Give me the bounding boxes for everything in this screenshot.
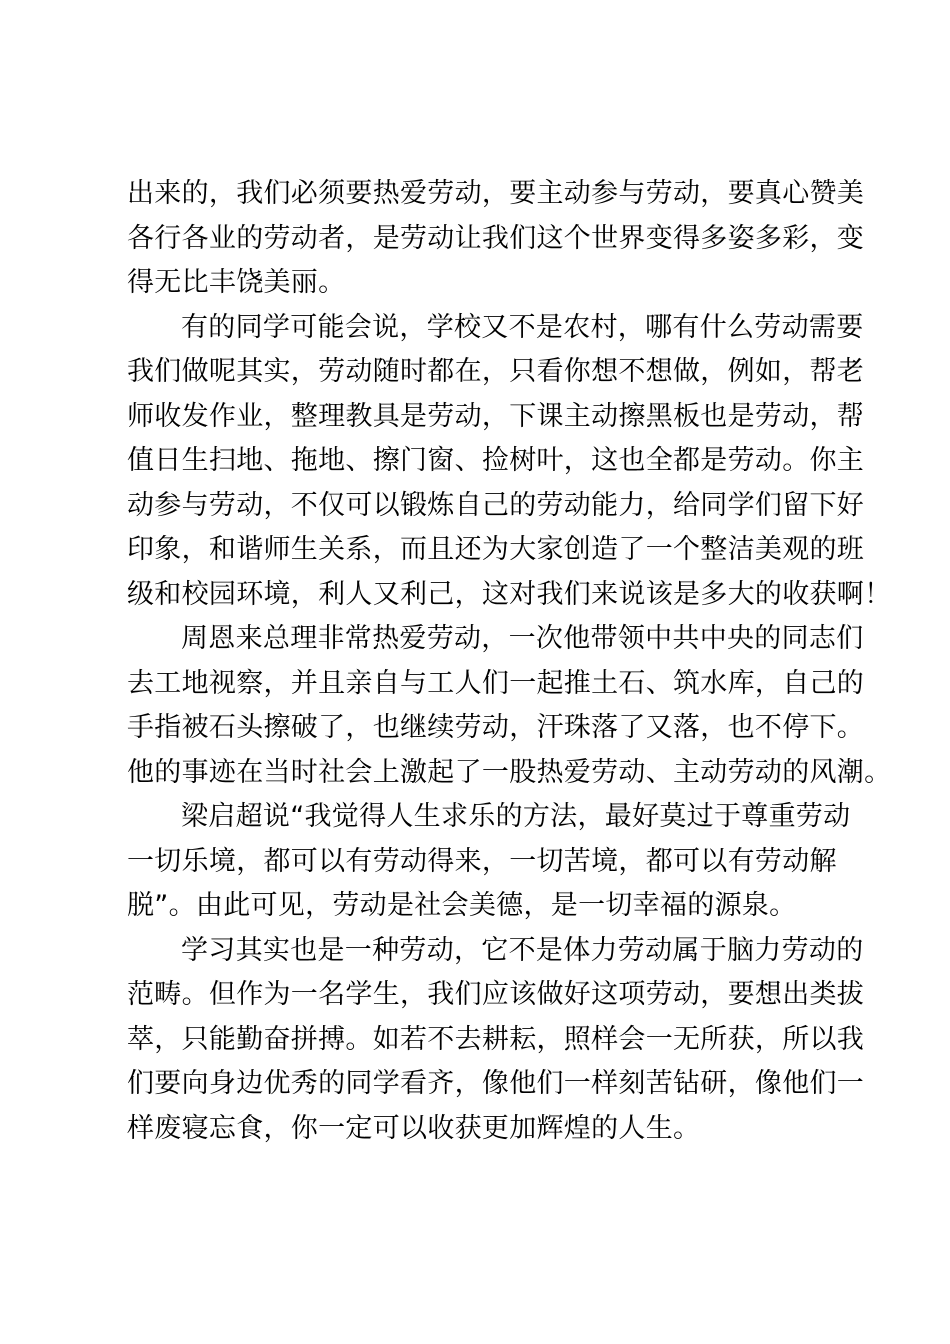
text-line: 他的事迹在当时社会上激起了一股热爱劳动、主动劳动的风潮。 [127,756,892,788]
text-line: 周恩来总理非常热爱劳动，一次他带领中共中央的同志们 [181,623,864,654]
text-line: 手指被石头擦破了，也继续劳动，汗珠落了又落，也不停下。 [127,712,865,743]
text-line: 得无比丰饶美丽。 [127,267,346,298]
text-line: 动参与劳动，不仅可以锻炼自己的劳动能力，给同学们留下好 [127,489,865,521]
text-line: 范畴。但作为一名学生，我们应该做好这项劳动，要想出类拔 [127,979,865,1010]
text-line: 样废寝忘食，你一定可以收获更加辉煌的人生。 [127,1112,701,1144]
text-line: 有的同学可能会说，学校又不是农村，哪有什么劳动需要 [181,311,864,343]
text-line: 各行各业的劳动者，是劳动让我们这个世界变得多姿多彩，变 [127,222,865,254]
paragraph-1 [127,172,865,306]
paragraph-2 [127,306,892,618]
text-line: 脱”。由此可见，劳动是社会美德，是一切幸福的源泉。 [127,890,797,921]
text-line: 们要向身边优秀的同学看齐，像他们一样刻苦钻研，像他们一 [127,1068,865,1099]
paragraph-3 [127,617,892,795]
paragraph-4 [127,795,851,929]
text-line: 级和校园环境，利人又利己，这对我们来说该是多大的收获啊！ [127,578,892,610]
text-line: 萃，只能勤奋拼搏。如若不去耕耘，照样会一无所获，所以我 [127,1023,865,1055]
text-line: 值日生扫地、拖地、擦门窗、捡树叶，这也全都是劳动。你主 [127,445,865,476]
text-line: 学习其实也是一种劳动，它不是体力劳动属于脑力劳动的 [181,934,864,966]
text-line: 印象，和谐师生关系，而且还为大家创造了一个整洁美观的班 [127,534,865,565]
text-line: 一切乐境，都可以有劳动得来，一切苦境，都可以有劳动解 [127,845,837,877]
paragraph-5 [127,929,865,1152]
text-line: 师收发作业，整理教具是劳动，下课主动擦黑板也是劳动，帮 [127,400,865,432]
text-line: 梁启超说“我觉得人生求乐的方法，最好莫过于尊重劳动 [181,801,851,832]
text-line: 去工地视察，并且亲自与工人们一起推土石、筑水库，自己的 [127,667,865,699]
text-line: 我们做呢其实，劳动随时都在，只看你想不想做，例如，帮老 [127,356,865,387]
text-line: 出来的，我们必须要热爱劳动，要主动参与劳动，要真心赞美 [127,178,865,209]
body-text [127,172,892,1151]
